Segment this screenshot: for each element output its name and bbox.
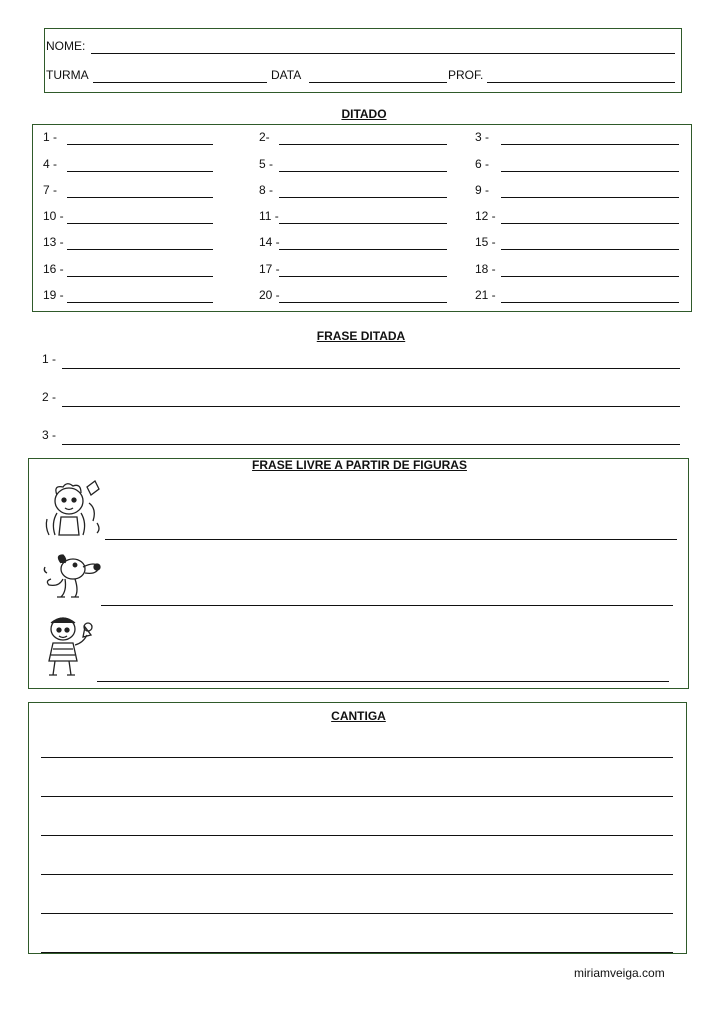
ditado-item-label: 21 -: [475, 288, 496, 302]
frase-ditada-label: 3 -: [42, 428, 57, 442]
frase-ditada-label: 2 -: [42, 390, 57, 404]
cantiga-line[interactable]: [41, 835, 673, 836]
cantiga-line[interactable]: [41, 952, 673, 953]
figure-3-line[interactable]: [97, 681, 669, 682]
ditado-item-label: 4 -: [43, 157, 58, 171]
ditado-item-label: 17 -: [259, 262, 280, 276]
cantiga-title: CANTIGA: [331, 709, 386, 723]
data-field[interactable]: [309, 82, 447, 83]
ditado-title: DITADO: [341, 107, 387, 121]
ditado-item-label: 19 -: [43, 288, 64, 302]
figure-2-line[interactable]: [101, 605, 673, 606]
ditado-item-line[interactable]: [501, 223, 679, 224]
ditado-item-label: 1 -: [43, 130, 58, 144]
cartoon-girl-icon: [39, 613, 105, 679]
frase-livre-box: [28, 458, 689, 689]
nome-field[interactable]: [91, 53, 675, 54]
ditado-item-line[interactable]: [67, 249, 213, 250]
frase-ditada-line[interactable]: [62, 444, 680, 445]
frase-ditada-label: 1 -: [42, 352, 57, 366]
header-box: [44, 28, 682, 93]
ditado-item-line[interactable]: [279, 249, 447, 250]
ditado-item-label: 11 -: [259, 209, 279, 223]
ditado-item-line[interactable]: [279, 197, 447, 198]
ditado-item-label: 7 -: [43, 183, 58, 197]
cartoon-character-icon: [43, 479, 109, 537]
ditado-item-line[interactable]: [501, 197, 679, 198]
ditado-item-label: 15 -: [475, 235, 496, 249]
ditado-item-label: 2-: [259, 130, 270, 144]
ditado-item-line[interactable]: [279, 171, 447, 172]
prof-label: PROF.: [448, 68, 484, 82]
ditado-item-line[interactable]: [67, 223, 213, 224]
ditado-box: [32, 124, 692, 312]
ditado-item-line[interactable]: [501, 171, 679, 172]
ditado-item-line[interactable]: [67, 171, 213, 172]
ditado-item-label: 10 -: [43, 209, 64, 223]
ditado-item-line[interactable]: [67, 197, 213, 198]
cantiga-line[interactable]: [41, 913, 673, 914]
cartoon-dog-icon: [39, 551, 105, 601]
frase-livre-title: FRASE LIVRE A PARTIR DE FIGURAS: [252, 458, 467, 472]
frase-ditada-title: FRASE DITADA: [316, 329, 406, 343]
ditado-item-label: 12 -: [475, 209, 496, 223]
ditado-item-line[interactable]: [279, 144, 447, 145]
ditado-item-label: 14 -: [259, 235, 280, 249]
frase-ditada-line[interactable]: [62, 406, 680, 407]
ditado-item-label: 16 -: [43, 262, 64, 276]
ditado-item-line[interactable]: [501, 276, 679, 277]
ditado-item-line[interactable]: [279, 276, 447, 277]
nome-label: NOME:: [46, 39, 86, 53]
ditado-item-label: 20 -: [259, 288, 280, 302]
ditado-item-label: 13 -: [43, 235, 64, 249]
cantiga-line[interactable]: [41, 757, 673, 758]
ditado-item-line[interactable]: [67, 276, 213, 277]
cantiga-box: [28, 702, 687, 954]
ditado-item-line[interactable]: [501, 302, 679, 303]
ditado-item-line[interactable]: [67, 144, 213, 145]
figure-1-line[interactable]: [105, 539, 677, 540]
cantiga-line[interactable]: [41, 796, 673, 797]
ditado-item-line[interactable]: [501, 144, 679, 145]
prof-field[interactable]: [487, 82, 675, 83]
ditado-item-label: 8 -: [259, 183, 274, 197]
frase-ditada-line[interactable]: [62, 368, 680, 369]
cantiga-line[interactable]: [41, 874, 673, 875]
ditado-item-label: 5 -: [259, 157, 274, 171]
ditado-item-line[interactable]: [279, 302, 447, 303]
data-label: DATA: [271, 68, 302, 82]
ditado-item-line[interactable]: [279, 223, 447, 224]
turma-label: TURMA: [46, 68, 89, 82]
ditado-item-label: 3 -: [475, 130, 490, 144]
ditado-item-label: 18 -: [475, 262, 496, 276]
footer-site: miriamveiga.com: [574, 966, 665, 980]
ditado-item-label: 6 -: [475, 157, 490, 171]
ditado-item-line[interactable]: [501, 249, 679, 250]
ditado-item-label: 9 -: [475, 183, 490, 197]
turma-field[interactable]: [93, 82, 267, 83]
ditado-item-line[interactable]: [67, 302, 213, 303]
